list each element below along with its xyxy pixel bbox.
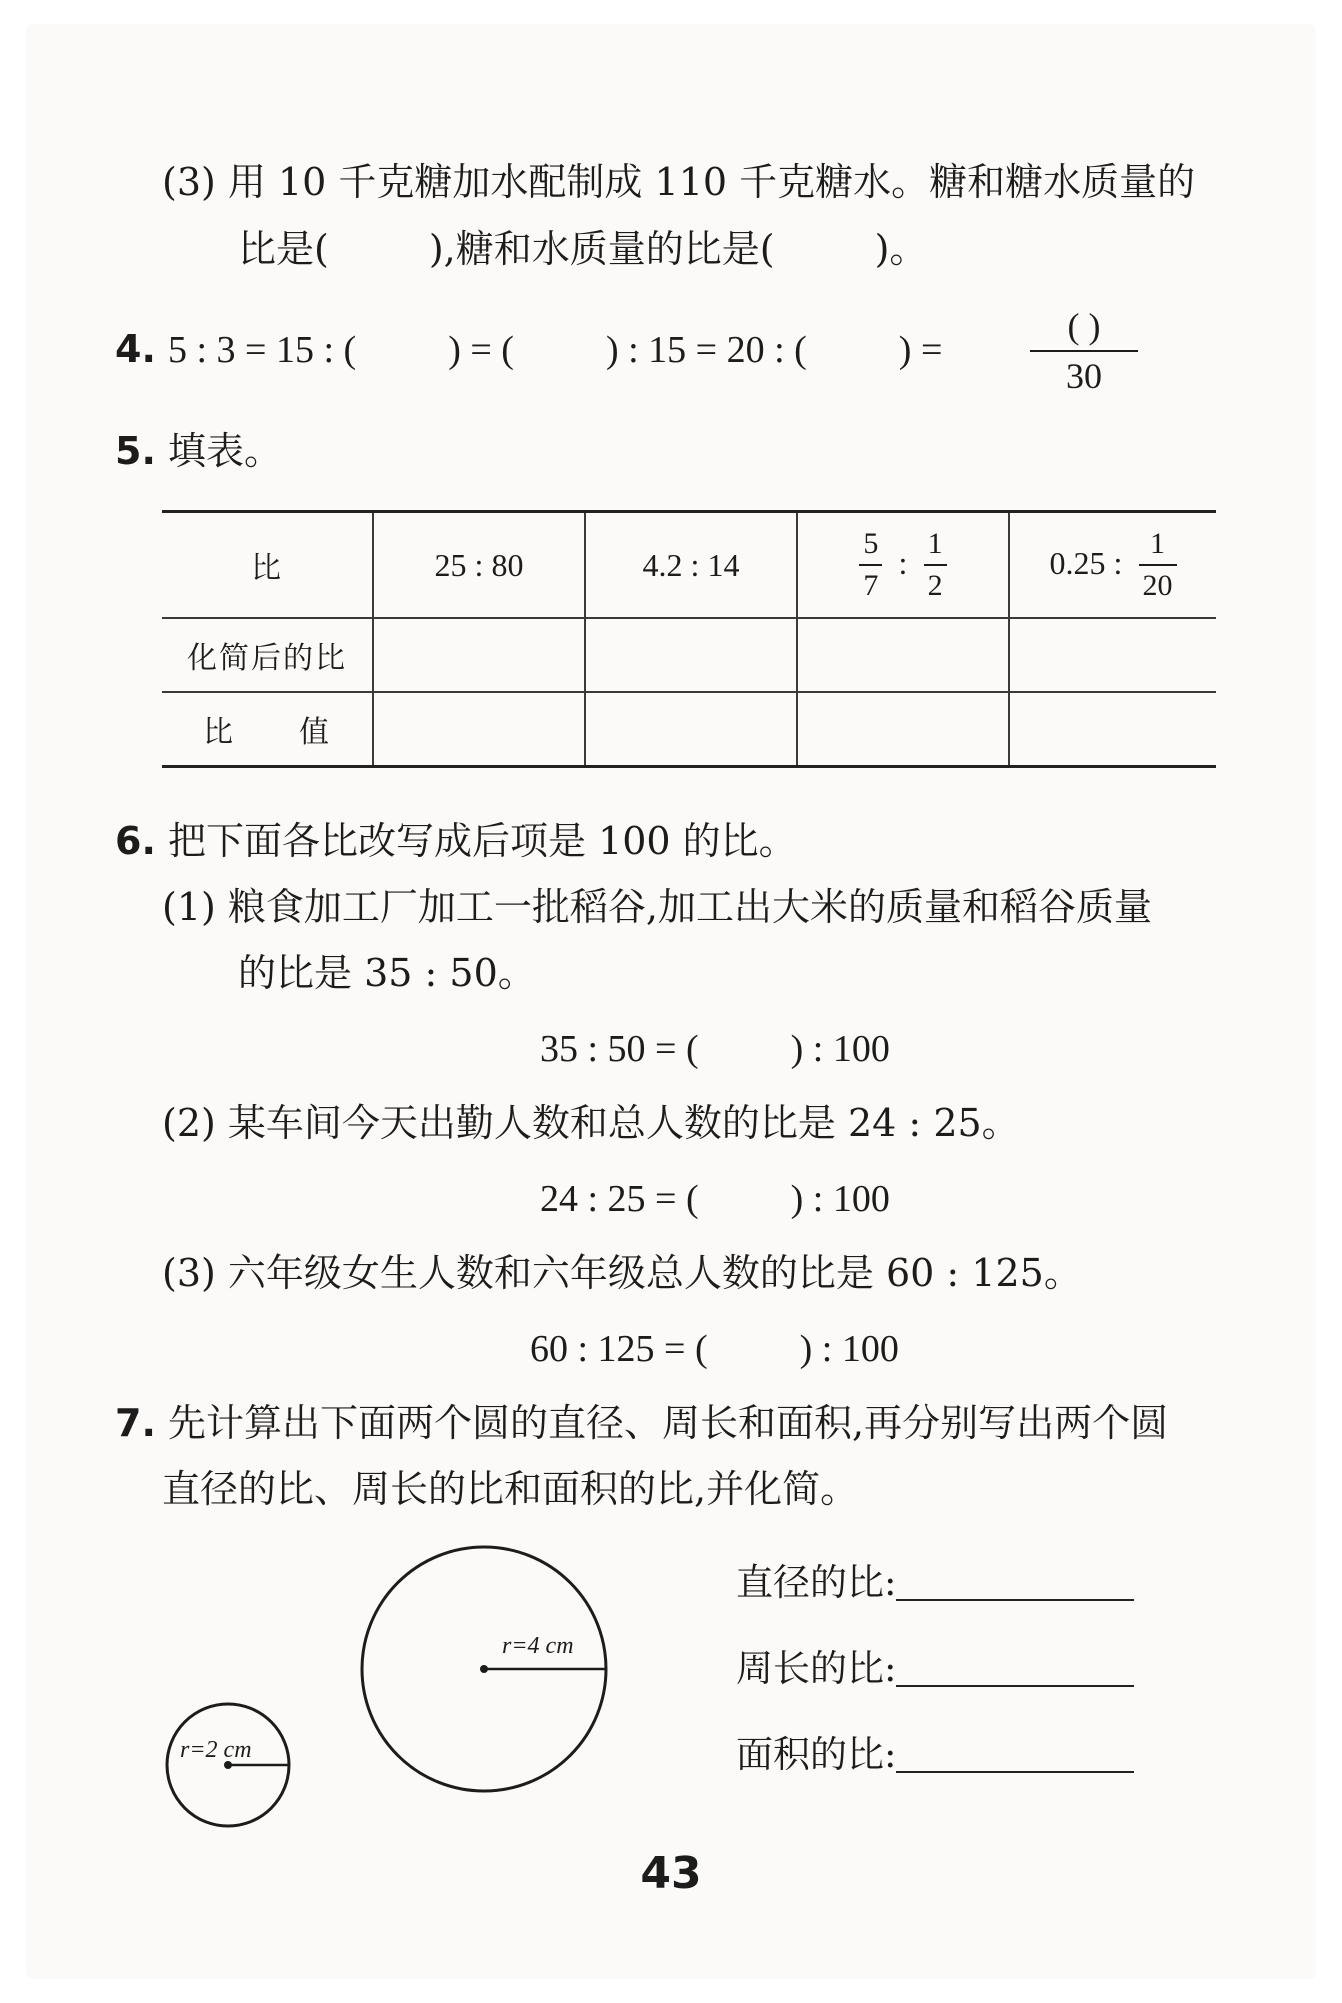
q4-fraction[interactable] [1030,305,1138,397]
value-cell-2[interactable] [585,692,797,767]
answer-circumference [736,1647,1134,1690]
q6-eq-1-b: ) : 100 [790,1028,890,1070]
large-circle-radius-label: r=4 cm [502,1633,574,1659]
q5-heading [115,429,282,473]
ratio-3-right-num: 1 [927,527,943,560]
circles-figure [150,1535,630,1835]
q3-line2-end: )。 [874,227,928,271]
q6-item-1-equation [540,1030,890,1068]
cell-ratio-2: 4.2 : 14 [585,512,797,619]
table-row-value [162,692,1216,767]
q6-text: 把下面各比改写成后项是 100 的比。 [167,819,797,863]
q6-label: 6. [115,819,156,863]
q7-line2: 直径的比、周长的比和面积的比,并化简。 [162,1467,859,1511]
q6-item-1-label: (1) [162,885,216,929]
value-cell-1[interactable] [373,692,585,767]
ratio-3-left-num: 5 [863,527,879,560]
simplified-cell-3[interactable] [797,618,1009,692]
row-header-simplified: 化简后的比 [162,618,373,692]
value-cell-3[interactable] [797,692,1009,767]
q4-seg3: ) : 15 = 20 : ( [605,329,807,371]
q3-blank-1-open: 比是( [238,227,329,271]
q4-row [115,327,943,371]
simplified-cell-1[interactable] [373,618,585,692]
simplified-cell-4[interactable] [1009,618,1216,692]
q6-item-3-equation [530,1330,899,1368]
ratio-table [162,510,1216,768]
row-header-ratio: 比 [162,512,373,619]
q6-eq-2-b: ) : 100 [790,1178,890,1220]
q4-seg4: ) = [898,329,943,371]
q7-label: 7. [115,1401,156,1445]
q5-text: 填表。 [167,429,282,473]
q7-line1 [115,1401,1169,1445]
value-cell-4[interactable] [1009,692,1216,767]
table-row-ratio [162,512,1216,619]
page-number: 43 [640,1848,702,1899]
ratio-3-right-fraction [924,527,947,603]
q6-item-2-line1 [162,1101,1020,1145]
q3-item-line2 [238,227,928,271]
q6-item-1-line2: 的比是 35 : 50。 [238,951,536,995]
small-circle-radius-label: r=2 cm [180,1737,252,1763]
simplified-cell-2[interactable] [585,618,797,692]
large-circle-center [480,1665,488,1673]
ratio-3-sep: : [898,544,908,581]
q6-eq-3-b: ) : 100 [799,1328,899,1370]
ratio-3-right-den: 2 [924,564,947,603]
q6-item-2-text: 某车间今天出勤人数和总人数的比是 24 : 25。 [227,1101,1020,1145]
q6-eq-2-a: 24 : 25 = ( [540,1178,699,1220]
q7-text-1: 先计算出下面两个圆的直径、周长和面积,再分别写出两个圆 [167,1401,1169,1445]
answer-area-line[interactable] [896,1735,1134,1773]
cell-ratio-3 [797,512,1009,619]
answer-area-label: 面积的比: [736,1733,897,1776]
q3-item-line1 [162,160,1196,204]
q4-seg2: ) = ( [448,329,514,371]
q5-label: 5. [115,429,156,473]
q6-item-3-label: (3) [162,1251,216,1295]
q3-item-label: (3) [162,160,216,204]
answer-circumference-line[interactable] [896,1649,1134,1687]
q4-label: 4. [115,327,156,371]
q3-item-text: 用 10 千克糖加水配制成 110 千克糖水。糖和糖水质量的 [227,160,1196,204]
q6-item-1-line1 [162,885,1153,929]
table-row-simplified [162,618,1216,692]
ratio-4-left: 0.25 : [1049,544,1123,581]
q6-eq-1-a: 35 : 50 = ( [540,1028,699,1070]
q6-item-2-equation [540,1180,890,1218]
row-header-value: 比 值 [162,692,373,767]
q3-blank-2-open: ),糖和水质量的比是( [428,227,775,271]
q6-eq-3-a: 60 : 125 = ( [530,1328,708,1370]
q4-fraction-numerator: ( ) [1067,306,1101,346]
q6-item-1-text: 粮食加工厂加工一批稻谷,加工出大米的质量和稻谷质量 [227,885,1153,929]
answer-area [736,1733,1134,1776]
q6-heading [115,819,797,863]
ratio-3-left-fraction [859,527,882,603]
cell-ratio-4 [1009,512,1216,619]
answer-diameter [736,1561,1134,1604]
answer-diameter-label: 直径的比: [736,1561,897,1604]
ratio-4-right-fraction [1139,527,1177,603]
answer-circumference-label: 周长的比: [736,1647,897,1690]
answer-diameter-line[interactable] [896,1563,1134,1601]
q6-item-2-label: (2) [162,1101,216,1145]
q6-item-3-text: 六年级女生人数和六年级总人数的比是 60 : 125。 [227,1251,1082,1295]
ratio-3-left-den: 7 [859,564,882,603]
cell-ratio-1: 25 : 80 [373,512,585,619]
ratio-4-right-num: 1 [1150,527,1166,560]
q6-item-3-line1 [162,1251,1082,1295]
q4-fraction-denominator: 30 [1030,350,1138,397]
q4-seg1: 5 : 3 = 15 : ( [167,329,357,371]
ratio-4-right-den: 20 [1139,564,1177,603]
